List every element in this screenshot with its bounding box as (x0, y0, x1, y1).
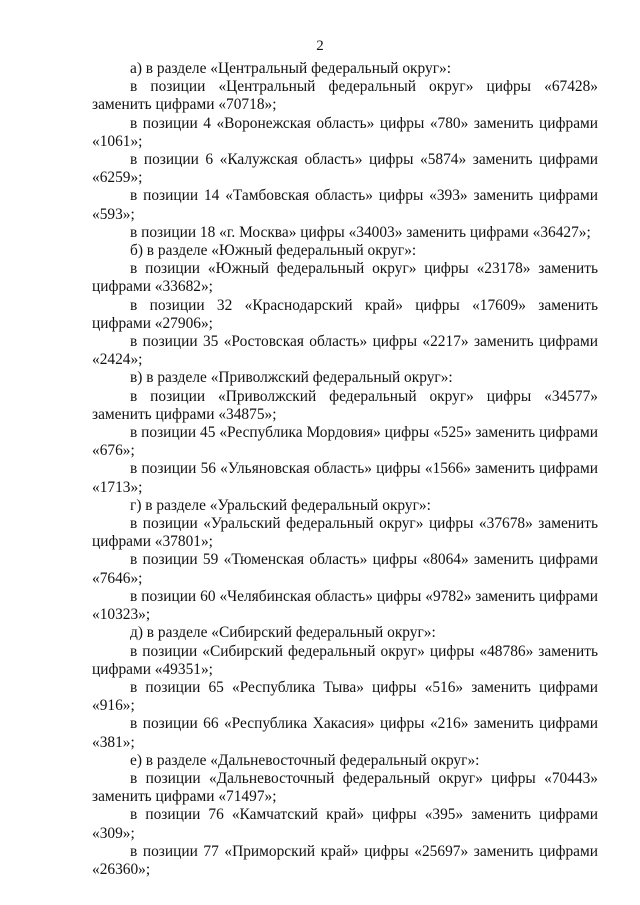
list-item: в позиции 18 «г. Москва» цифры «34003» заменить цифрами «36427»; (130, 223, 591, 241)
list-item: в позиции «Центральный федеральный округ» цифры «67428» заменить цифрами «70718»; (92, 78, 598, 114)
list-item: в позиции «Сибирский федеральный округ» цифры «48786» заменить цифрами «49351»; (92, 642, 598, 678)
list-item: в позиции 60 «Челябинская область» цифры «9782» заменить цифрами «10323»; (92, 587, 598, 624)
page-number: 2 (316, 38, 324, 54)
list-item: в позиции «Дальневосточный федеральный округ» цифры «70443» заменить цифрами «71497»; (92, 769, 598, 806)
list-item: в позиции 32 «Краснодарский край» цифры «17609» заменить цифрами «27906»; (92, 296, 598, 332)
list-item: в позиции 59 «Тюменская область» цифры «8064» заменить цифрами «7646»; (92, 551, 598, 587)
list-item: в позиции 66 «Республика Хакасия» цифры «216» заменить цифрами «381»; (92, 715, 598, 751)
section-heading-siberian: д) в разделе «Сибирский федеральный округ»: (130, 624, 436, 642)
list-item: в позиции 76 «Камчатский край» цифры «395» заменить цифрами «309»; (92, 806, 598, 842)
list-item: в позиции 14 «Тамбовская область» цифры «393» заменить цифрами «593»; (92, 187, 598, 223)
list-item: в позиции «Южный федеральный округ» цифры «23178» заменить цифрами «33682»; (92, 260, 598, 296)
list-item: в позиции 65 «Республика Тыва» цифры «516» заменить цифрами «916»; (92, 678, 598, 715)
list-item: в позиции 6 «Калужская область» цифры «5874» заменить цифрами «6259»; (92, 151, 598, 187)
list-item: в позиции «Приволжский федеральный округ» цифры «34577» заменить цифрами «34875»; (92, 387, 598, 423)
section-heading-southern: б) в разделе «Южный федеральный округ»: (130, 242, 417, 260)
list-item: в позиции 35 «Ростовская область» цифры «2217» заменить цифрами «2424»; (92, 333, 598, 369)
list-item: в позиции 77 «Приморский край» цифры «25697» заменить цифрами «26360»; (92, 842, 598, 878)
list-item: в позиции 56 «Ульяновская область» цифры «1566» заменить цифрами «1713»; (92, 460, 598, 496)
section-heading-central: а) в разделе «Центральный федеральный округ»: (130, 60, 452, 77)
list-item: в позиции 45 «Республика Мордовия» цифры «525» заменить цифрами «676»; (92, 424, 598, 460)
list-item: в позиции 4 «Воронежская область» цифры «780» заменить цифрами «1061»; (92, 114, 598, 150)
section-heading-volga: в) в разделе «Приволжский федеральный округ»: (130, 369, 453, 387)
section-heading-far-eastern: е) в разделе «Дальневосточный федеральный округ»: (130, 751, 480, 769)
section-heading-ural: г) в разделе «Уральский федеральный округ»: (130, 496, 431, 514)
list-item: в позиции «Уральский федеральный округ» цифры «37678» заменить цифрами «37801»; (92, 515, 598, 551)
amendments-list (92, 60, 598, 879)
